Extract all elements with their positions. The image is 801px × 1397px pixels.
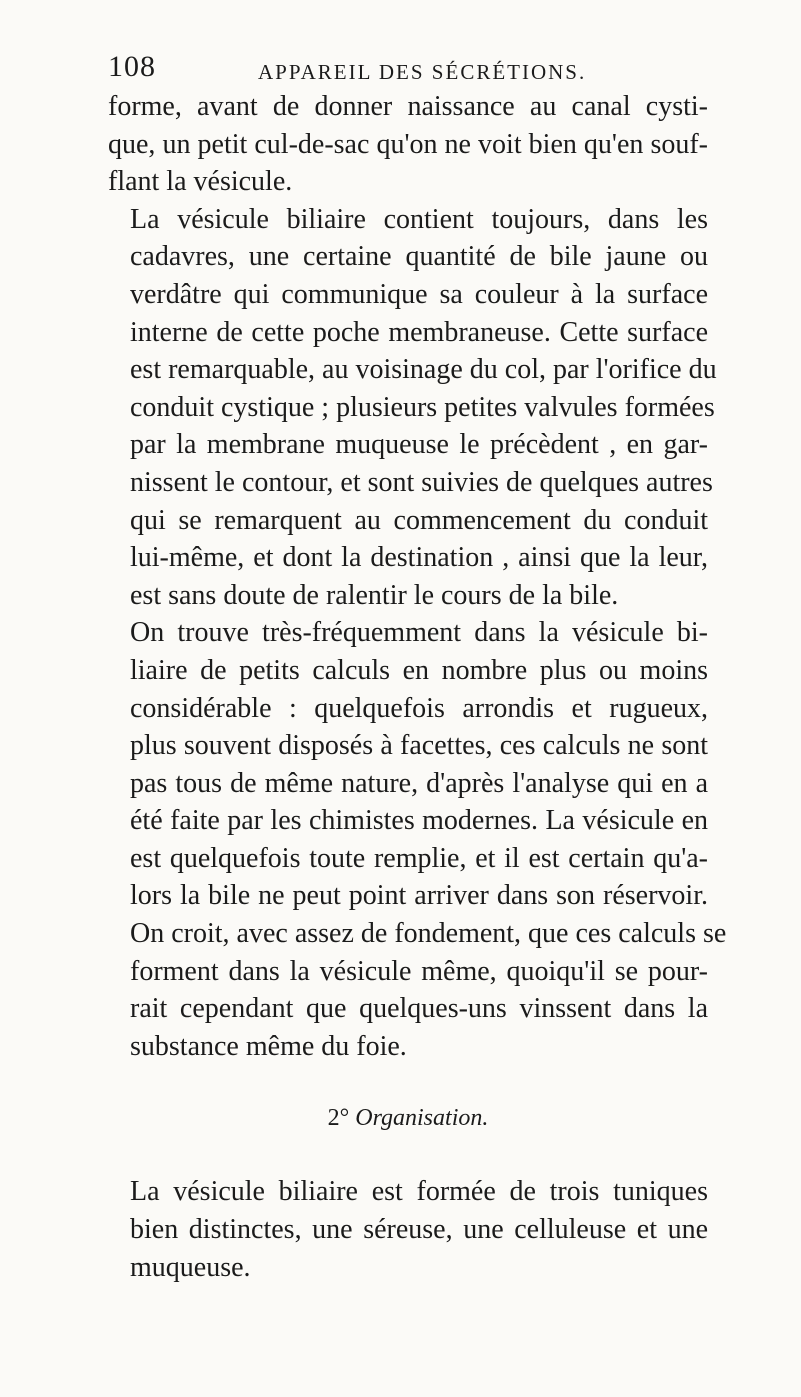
text-line: interne de cette poche membraneuse. Cette surface: [130, 316, 708, 348]
text-line: lui-même, et dont la destination , ainsi que la leur,: [130, 542, 708, 574]
text-line: forme, avant de donner naissance au canal cysti-: [108, 91, 708, 122]
text-line: été faite par les chimistes modernes. La vésicule en: [130, 805, 708, 837]
text-line: pas tous de même nature, d'après l'analyse qui en a: [130, 767, 708, 799]
text-line: lors la bile ne peut point arriver dans son réservoir.: [130, 880, 708, 912]
text-line: considérable : quelquefois arrondis et rugueux,: [130, 692, 708, 724]
paragraph-1: [108, 88, 708, 201]
text-line: flant la vésicule.: [108, 166, 293, 198]
text-line: cadavres, une certaine quantité de bile jaune ou: [130, 241, 708, 273]
text-line: substance même du foie.: [130, 1030, 407, 1062]
body-text: [108, 88, 727, 1286]
text-line: On croit, avec assez de fondement, que ces calculs se: [130, 918, 727, 950]
text-line: que, un petit cul-de-sac qu'on ne voit bien qu'en souf-: [108, 128, 708, 160]
text-line: est remarquable, au voisinage du col, par l'orifice du: [130, 354, 717, 386]
text-line: conduit cystique ; plusieurs petites valvules formées: [130, 391, 715, 423]
paragraph-3: [108, 614, 727, 1065]
text-line: bien distinctes, une séreuse, une celluleuse et une: [130, 1214, 708, 1246]
text-line: qui se remarquent au commencement du conduit: [130, 504, 708, 536]
text-line: On trouve très-fréquemment dans la vésicule bi-: [130, 617, 708, 649]
page-number: 108: [108, 50, 156, 83]
paragraph-4: [108, 1173, 708, 1286]
text-line: rait cependant que quelques-uns vinssent dans la: [130, 993, 708, 1025]
text-line: est sans doute de ralentir le cours de la bile.: [130, 579, 619, 611]
text-line: La vésicule biliaire est formée de trois tuniques: [130, 1176, 708, 1208]
text-line: muqueuse.: [130, 1251, 251, 1283]
text-line: est quelquefois toute remplie, et il est certain qu'a-: [130, 842, 708, 874]
text-line: par la membrane muqueuse le précèdent , en gar-: [130, 429, 708, 461]
text-line: verdâtre qui communique sa couleur à la surface: [130, 278, 708, 310]
section-heading: [108, 1103, 708, 1133]
running-head: [108, 50, 708, 90]
text-line: nissent le contour, et sont suivies de quelques autres: [130, 466, 713, 498]
text-line: La vésicule biliaire contient toujours, dans les: [130, 203, 708, 235]
text-line: plus souvent disposés à facettes, ces calculs ne sont: [130, 730, 708, 762]
running-title: APPAREIL DES SÉCRÉTIONS.: [258, 60, 587, 84]
section-number: 2°: [327, 1105, 350, 1132]
section-title: Organisation.: [355, 1105, 489, 1132]
text-line: liaire de petits calculs en nombre plus ou moins: [130, 654, 708, 686]
paragraph-2: [108, 201, 717, 615]
text-line: forment dans la vésicule même, quoiqu'il se pour-: [130, 955, 708, 987]
